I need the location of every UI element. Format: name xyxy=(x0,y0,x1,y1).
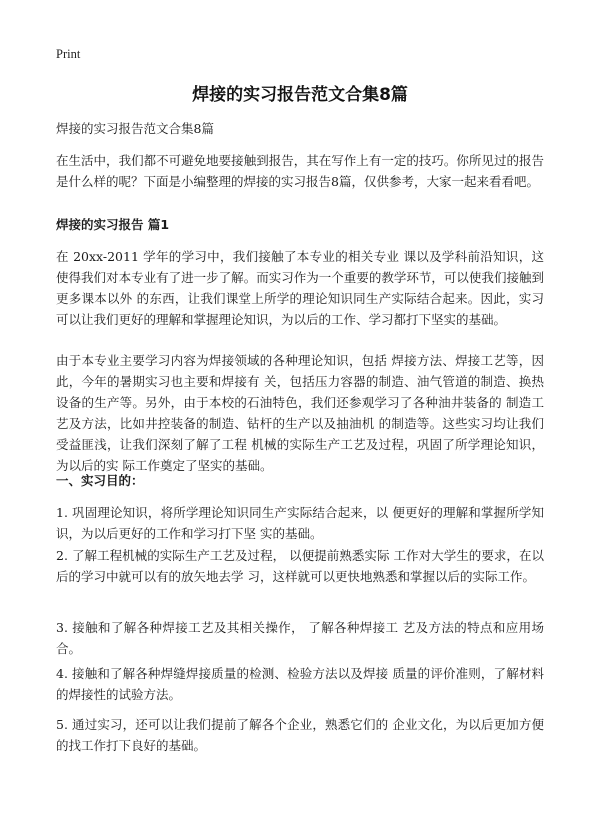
document-subtitle: 焊接的实习报告范文合集8篇 xyxy=(56,121,214,136)
body-paragraph: 在 20xx-2011 学年的学习中，我们接触了本专业的相关专业 课以及学科前沿知识，这使得我们对本专业有了进一步了解。而实习作为一个重要的教学环节，可以使我们接触到更多课本以外 的东西，让我们课堂上所学的理论知识同生产实际结合起来。因此，实习可以让我们更好的理解和掌握理论知识，为以后的工作、学习都打下坚实的基础。 xyxy=(56,249,544,327)
goals-heading: 一、实习目的： xyxy=(56,473,144,488)
page-title: 焊接的实习报告范文合集8篇 xyxy=(192,85,408,105)
goal-item: 2. 了解工程机械的实际生产工艺及过程， 以便提前熟悉实际 工作对大学生的要求，在以后的学习中就可以有的放矢地去学 习，这样就可以更快地熟悉和掌握以后的实际工作。 xyxy=(56,548,544,584)
body-paragraph: 由于本专业主要学习内容为焊接领域的各种理论知识，包括 焊接方法、焊接工艺等，因此，今年的暑期实习也主要和焊接有 关，包括压力容器的制造、油气管道的制造、换热设备的生产等。另外，由于本校的石油特色，我们还参观学习了各种油井装备的 制造工艺及方法，比如井控装备的制造、钻杆的生产以及抽油机 的制造等。这些实习均让我们受益匪浅，让我们深刻了解了工程 机械的实际生产工艺及过程，巩固了所学理论知识，为以后的实 际工作奠定了坚实的基础。 xyxy=(56,353,544,473)
section-heading: 焊接的实习报告 篇1 xyxy=(56,217,170,232)
print-link[interactable]: Print xyxy=(56,47,81,61)
goal-item: 5. 通过实习，还可以让我们提前了解各个企业，熟悉它们的 企业文化，为以后更加方便的找工作打下良好的基础。 xyxy=(56,717,544,753)
goal-item: 1. 巩固理论知识，将所学理论知识同生产实际结合起来，以 便更好的理解和掌握所学知识，为以后更好的工作和学习打下坚 实的基础。 xyxy=(56,505,544,541)
intro-paragraph: 在生活中，我们都不可避免地要接触到报告，其在写作上有一定的技巧。你所见过的报告是什么样的呢？下面是小编整理的焊接的实习报告8篇，仅供参考，大家一起来看看吧。 xyxy=(56,153,544,189)
goal-item: 3. 接触和了解各种焊接工艺及其相关操作， 了解各种焊接工 艺及方法的特点和应用场合。 xyxy=(56,620,544,656)
goal-item: 4. 接触和了解各种焊缝焊接质量的检测、检验方法以及焊接 质量的评价准则，了解材料的焊接性的试验方法。 xyxy=(56,666,544,702)
